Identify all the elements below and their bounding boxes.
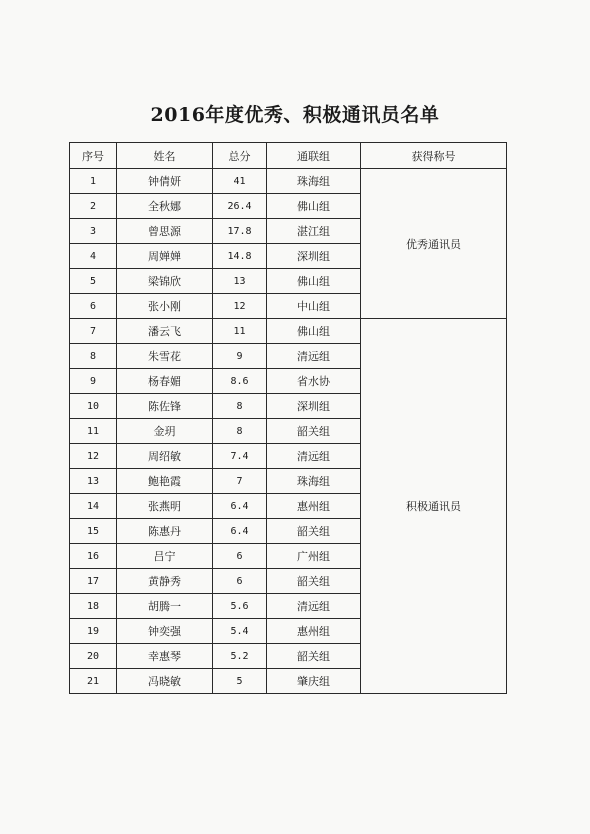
row-score-cell: 17.8: [213, 219, 267, 244]
row-score-cell: 8: [213, 394, 267, 419]
row-group-cell: 深圳组: [267, 244, 361, 269]
row-group-cell: 韶关组: [267, 419, 361, 444]
row-name-cell: 幸惠琴: [117, 644, 213, 669]
row-group-cell: 肇庆组: [267, 669, 361, 694]
row-score-cell: 8.6: [213, 369, 267, 394]
row-score-cell: 7.4: [213, 444, 267, 469]
row-index-cell: 6: [70, 294, 117, 319]
row-group-cell: 韶关组: [267, 519, 361, 544]
row-name-cell: 杨春媚: [117, 369, 213, 394]
row-index-cell: 18: [70, 594, 117, 619]
row-name-cell: 全秋娜: [117, 194, 213, 219]
row-group-cell: 省水协: [267, 369, 361, 394]
row-name-cell: 冯晓敏: [117, 669, 213, 694]
row-score-cell: 6.4: [213, 519, 267, 544]
row-index-cell: 7: [70, 319, 117, 344]
row-score-cell: 12: [213, 294, 267, 319]
table-row: [70, 169, 507, 194]
row-index-cell: 19: [70, 619, 117, 644]
header-score: 总分: [213, 143, 267, 169]
row-name-cell: 金玥: [117, 419, 213, 444]
row-score-cell: 13: [213, 269, 267, 294]
row-name-cell: 鲍艳霞: [117, 469, 213, 494]
row-index-cell: 13: [70, 469, 117, 494]
row-index-cell: 9: [70, 369, 117, 394]
row-name-cell: 钟奕强: [117, 619, 213, 644]
row-index-cell: 4: [70, 244, 117, 269]
row-group-cell: 清远组: [267, 444, 361, 469]
row-name-cell: 张小刚: [117, 294, 213, 319]
row-group-cell: 湛江组: [267, 219, 361, 244]
row-group-cell: 韶关组: [267, 644, 361, 669]
row-index-cell: 1: [70, 169, 117, 194]
row-score-cell: 14.8: [213, 244, 267, 269]
row-score-cell: 5.4: [213, 619, 267, 644]
row-index-cell: 16: [70, 544, 117, 569]
row-name-cell: 梁锦欣: [117, 269, 213, 294]
row-name-cell: 潘云飞: [117, 319, 213, 344]
row-group-cell: 惠州组: [267, 494, 361, 519]
row-index-cell: 20: [70, 644, 117, 669]
roster-table: [69, 142, 507, 694]
row-group-cell: 深圳组: [267, 394, 361, 419]
row-name-cell: 周婵婵: [117, 244, 213, 269]
row-group-cell: 珠海组: [267, 469, 361, 494]
row-name-cell: 陈佐锋: [117, 394, 213, 419]
row-group-cell: 中山组: [267, 294, 361, 319]
row-name-cell: 胡腾一: [117, 594, 213, 619]
row-index-cell: 15: [70, 519, 117, 544]
row-index-cell: 10: [70, 394, 117, 419]
document-title: 2016年度优秀、积极通讯员名单: [150, 104, 440, 126]
row-score-cell: 41: [213, 169, 267, 194]
row-score-cell: 11: [213, 319, 267, 344]
row-group-cell: 佛山组: [267, 269, 361, 294]
row-name-cell: 周绍敏: [117, 444, 213, 469]
header-group: 通联组: [267, 143, 361, 169]
row-score-cell: 6: [213, 544, 267, 569]
row-group-cell: 清远组: [267, 344, 361, 369]
header-name: 姓名: [117, 143, 213, 169]
table-body: [70, 169, 507, 694]
row-group-cell: 佛山组: [267, 319, 361, 344]
row-group-cell: 惠州组: [267, 619, 361, 644]
row-name-cell: 黄静秀: [117, 569, 213, 594]
row-name-cell: 朱雪花: [117, 344, 213, 369]
award-title-cell: 积极通讯员: [361, 319, 507, 694]
row-index-cell: 17: [70, 569, 117, 594]
row-score-cell: 9: [213, 344, 267, 369]
row-index-cell: 14: [70, 494, 117, 519]
row-index-cell: 11: [70, 419, 117, 444]
row-index-cell: 12: [70, 444, 117, 469]
row-score-cell: 26.4: [213, 194, 267, 219]
row-group-cell: 佛山组: [267, 194, 361, 219]
header-award: 获得称号: [361, 143, 507, 169]
table-row: [70, 319, 507, 344]
row-index-cell: 21: [70, 669, 117, 694]
row-group-cell: 清远组: [267, 594, 361, 619]
header-index: 序号: [70, 143, 117, 169]
row-index-cell: 5: [70, 269, 117, 294]
row-index-cell: 2: [70, 194, 117, 219]
table-header-row: [70, 143, 507, 169]
award-title-cell: 优秀通讯员: [361, 169, 507, 319]
row-score-cell: 8: [213, 419, 267, 444]
row-name-cell: 钟倩妍: [117, 169, 213, 194]
row-score-cell: 6.4: [213, 494, 267, 519]
row-score-cell: 7: [213, 469, 267, 494]
row-score-cell: 5: [213, 669, 267, 694]
row-index-cell: 3: [70, 219, 117, 244]
row-group-cell: 珠海组: [267, 169, 361, 194]
row-score-cell: 6: [213, 569, 267, 594]
row-index-cell: 8: [70, 344, 117, 369]
row-group-cell: 韶关组: [267, 569, 361, 594]
row-name-cell: 吕宁: [117, 544, 213, 569]
row-name-cell: 陈惠丹: [117, 519, 213, 544]
row-name-cell: 曾思源: [117, 219, 213, 244]
row-name-cell: 张燕明: [117, 494, 213, 519]
row-score-cell: 5.6: [213, 594, 267, 619]
row-group-cell: 广州组: [267, 544, 361, 569]
row-score-cell: 5.2: [213, 644, 267, 669]
